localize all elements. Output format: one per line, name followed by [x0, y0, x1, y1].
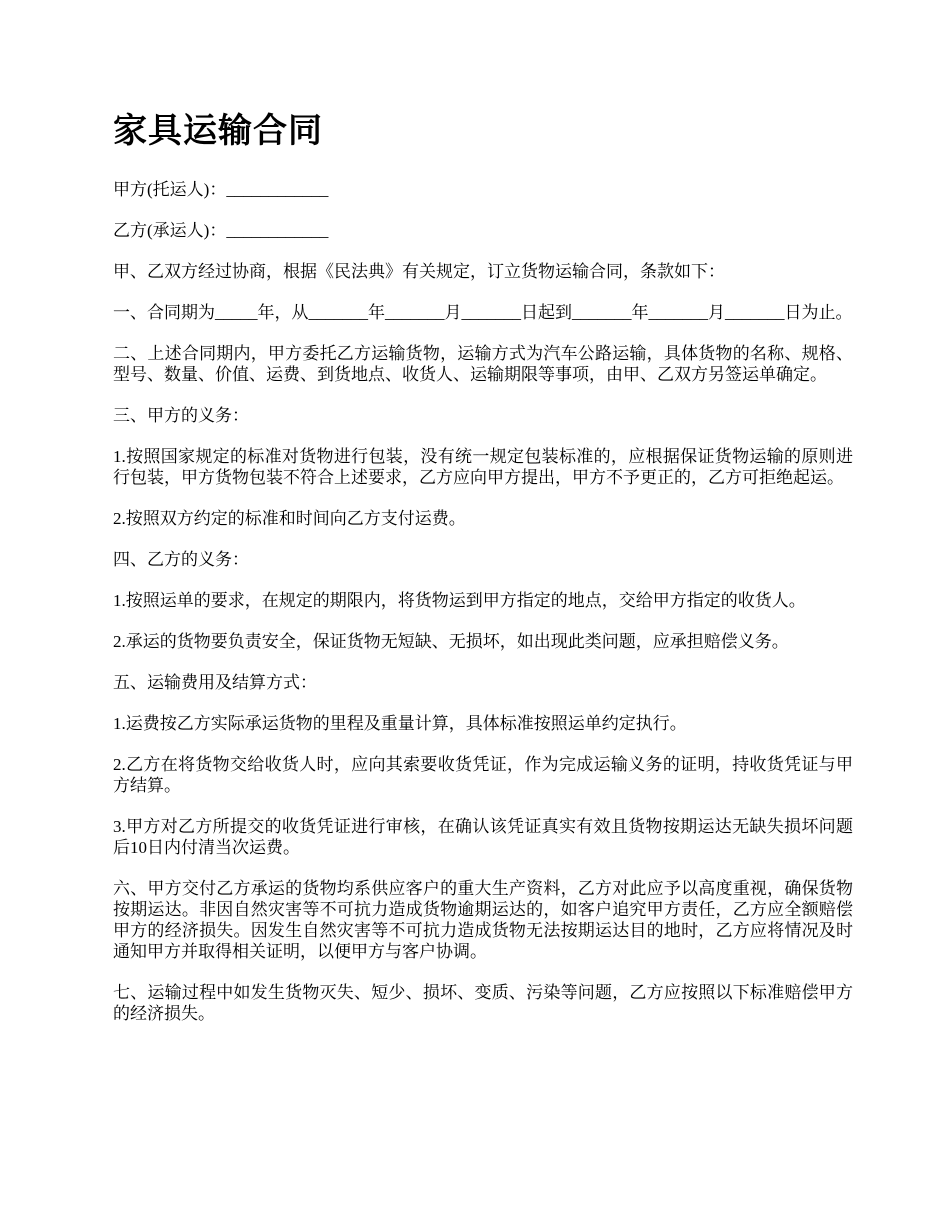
party-a-line: 甲方(托运人)：____________ [113, 179, 329, 199]
party-b-line: 乙方(承运人)：____________ [113, 220, 329, 240]
clause-5-item-1: 1.运费按乙方实际承运货物的里程及重量计算，具体标准按照运单约定执行。 [113, 713, 687, 733]
clause-4-item-1: 1.按照运单的要求，在规定的期限内，将货物运到甲方指定的地点，交给甲方指定的收货人。 [113, 590, 806, 610]
clause-1-term: 一、合同期为_____年，从_______年_______月_______日起到_______年_______月_______日为止。 [113, 302, 853, 322]
clause-3-item-1: 1.按照国家规定的标准对货物进行包装，没有统一规定包装标准的，应根据保证货物运输的原则进行包装，甲方货物包装不符合上述要求，乙方应向甲方提出，甲方不予更正的，乙方可拒绝起运。 [113, 446, 853, 487]
clause-3-heading: 三、甲方的义务： [113, 405, 249, 425]
preamble-paragraph: 甲、乙双方经过协商，根据《民法典》有关规定，订立货物运输合同，条款如下： [113, 261, 725, 281]
contract-document [113, 110, 853, 1044]
clause-5-item-3: 3.甲方对乙方所提交的收货凭证进行审核，在确认该凭证真实有效且货物按期运达无缺失损坏问题后10日内付清当次运费。 [113, 816, 853, 857]
clause-2-scope: 二、上述合同期内，甲方委托乙方运输货物，运输方式为汽车公路运输，具体货物的名称、规格、型号、数量、价值、运费、到货地点、收货人、运输期限等事项，由甲、乙双方另签运单确定。 [113, 343, 853, 384]
clause-5-item-2: 2.乙方在将货物交给收货人时，应向其索要收货凭证，作为完成运输义务的证明，持收货凭证与甲方结算。 [113, 754, 853, 795]
document-title: 家具运输合同 [113, 111, 323, 151]
clause-7-paragraph: 七、运输过程中如发生货物灭失、短少、损坏、变质、污染等问题，乙方应按照以下标准赔偿甲方的经济损失。 [113, 982, 853, 1023]
clause-4-heading: 四、乙方的义务： [113, 549, 249, 569]
clause-5-heading: 五、运输费用及结算方式： [113, 672, 317, 692]
clause-3-item-2: 2.按照双方约定的标准和时间向乙方支付运费。 [113, 508, 466, 528]
clause-4-item-2: 2.承运的货物要负责安全，保证货物无短缺、无损坏，如出现此类问题，应承担赔偿义务。 [113, 631, 789, 651]
clause-6-paragraph: 六、甲方交付乙方承运的货物均系供应客户的重大生产资料，乙方对此应予以高度重视，确保货物按期运达。非因自然灾害等不可抗力造成货物逾期运达的，如客户追究甲方责任，乙方应全额赔偿甲方的经济损失。因发生自然灾害等不可抗力造成货物无法按期运达目的地时，乙方应将情况及时通知甲方并取得相关证明，以便甲方与客户协调。 [113, 878, 853, 961]
